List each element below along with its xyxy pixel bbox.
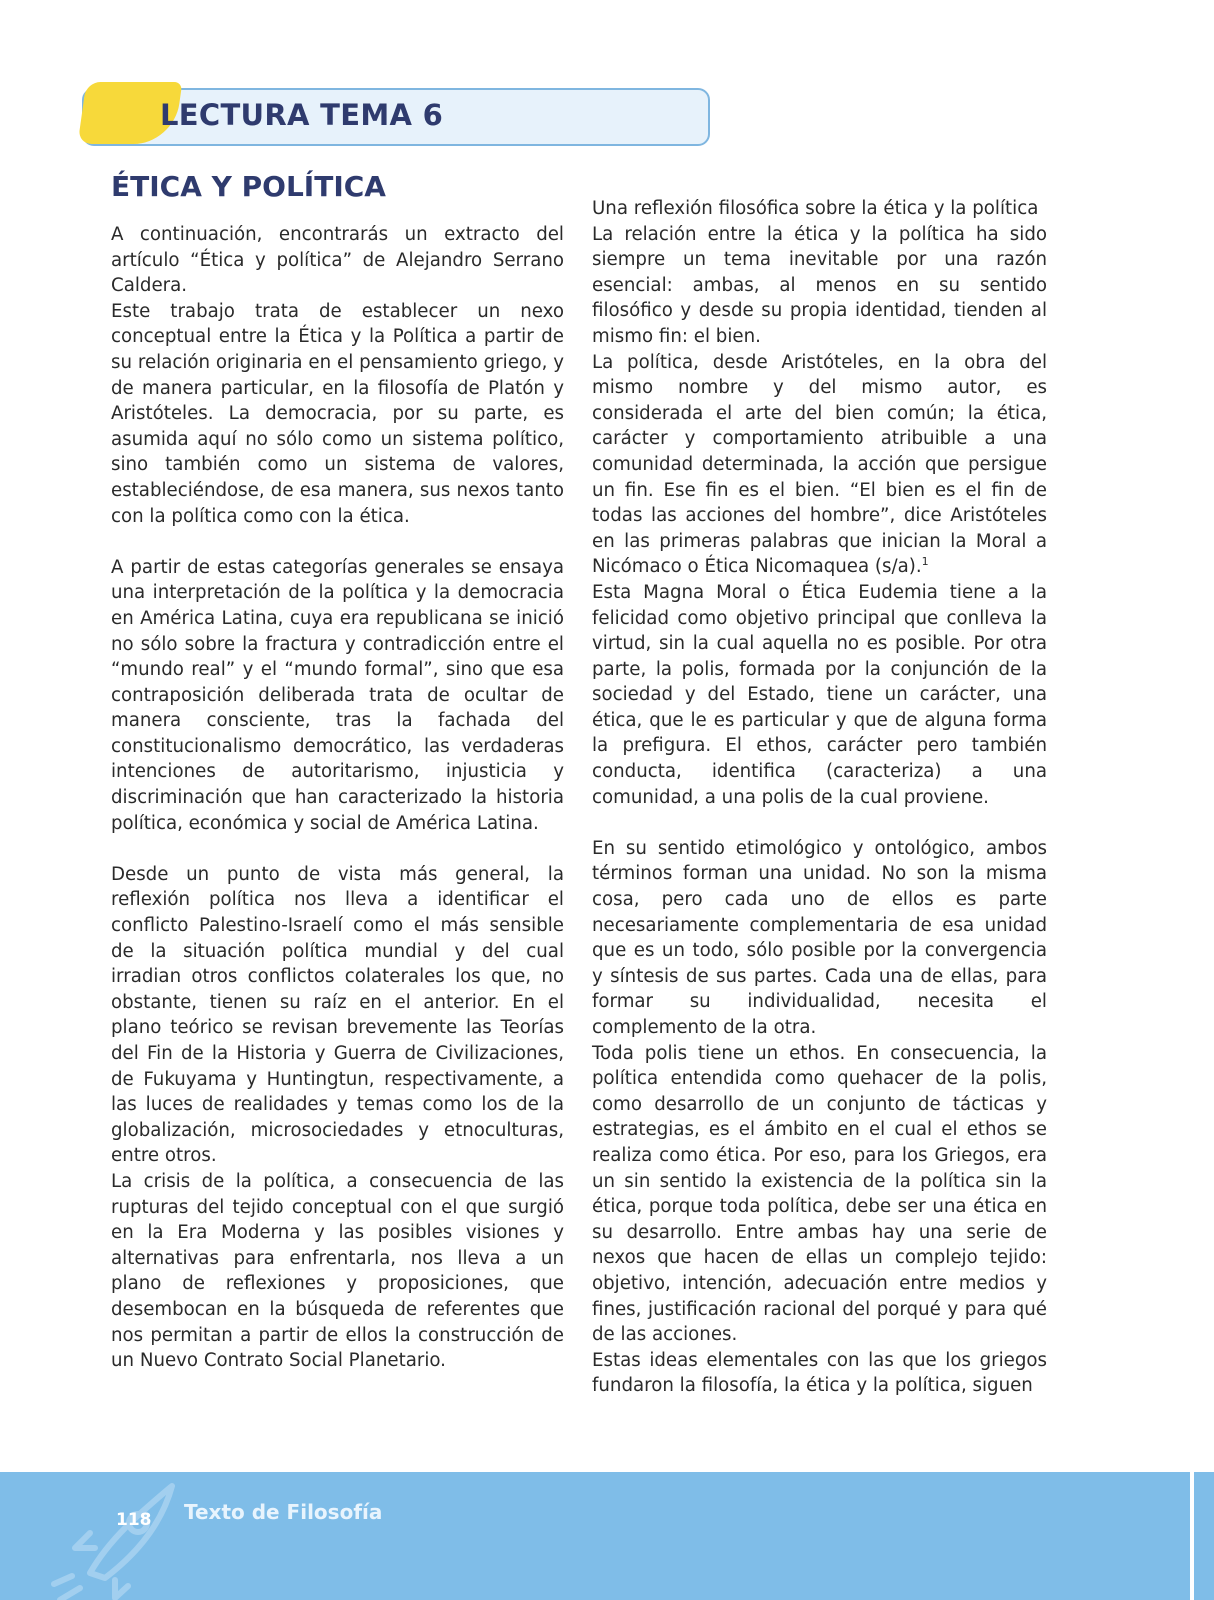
book-title: Texto de Filosofía [184, 1500, 383, 1524]
paragraph-text: La política, desde Aristóteles, en la obra del mismo nombre y del mismo autor, es considerada el arte del bien común; la ética, carácter y comportamiento atribuible a una comunidad determinada, la acción que persigue un fin. Ese fin es el bien. “El bien es el fin de todas las acciones del hombre”, dice Aristóteles en las primeras palabras que inician la Moral a Nicómaco o Ética Nicomaquea (s/a). [592, 351, 1047, 578]
left-column [111, 222, 564, 1374]
paragraph: Desde un punto de vista más general, la reflexión política nos lleva a identificar el conflicto Palestino-Israelí como el más sensible de la situación política mundial y del cual irradian otros conflictos colaterales los que, no obstante, tienen su raíz en el anterior. En el plano teórico se revisan brevemente las Teorías del Fin de la Historia y Guerra de Civilizaciones, de Fukuyama y Huntingtun, respectivamente, a las luces de realidades y temas como los de la globalización, microsociedades y etnoculturas, entre otros. [111, 863, 564, 1167]
paragraph: Este trabajo trata de establecer un nexo conceptual entre la Ética y la Política a partir de su relación originaria en el pensamiento griego, y de manera particular, en la filosofía de Platón y Aristóteles. La democracia, por su parte, es asumida aquí no sólo como un sistema político, sino también como un sistema de valores, estableciéndose, de esa manera, sus nexos tanto con la política como con la ética. [111, 300, 564, 527]
paragraph: La crisis de la política, a consecuencia de las rupturas del tejido conceptual con el que surgió en la Era Moderna y las posibles visiones y alternativas para enfrentarla, nos lleva a un plano de reflexiones y proposiciones, que desembocan en la búsqueda de referentes que nos permitan a partir de ellos la construcción de un Nuevo Contrato Social Planetario. [111, 1170, 564, 1372]
paragraph [592, 350, 1047, 580]
paragraph: A partir de estas categorías generales se ensaya una interpretación de la política y la democracia en América Latina, cuya era republicana se inició no sólo sobre la fractura y contradicción entre el “mundo real” y el “mundo formal”, sino que esa contraposición deliberada trata de ocultar de manera consciente, tras la fachada del constitucionalismo democrático, las verdaderas intenciones de autoritarismo, injusticia y discriminación que han caracterizado la historia política, económica y social de América Latina. [111, 556, 564, 834]
subheading: Una reflexión filosófica sobre la ética y la política [592, 198, 1039, 219]
page-number: 118 [116, 1510, 152, 1530]
paragraph-intro: A continuación, encontrarás un extracto del artículo “Ética y política” de Alejandro Serrano Caldera. [111, 224, 564, 297]
paragraph: Esta Magna Moral o Ética Eudemia tiene a la felicidad como objetivo principal que conlleva la virtud, sin la cual aquella no es posible. Por otra parte, la polis, formada por la conjunción de la sociedad y del Estado, tiene un carácter, una ética, que le es particular y que de alguna forma la prefigura. El ethos, carácter pero también conducta, identifica (caracteriza) a una comunidad, a una polis de la cual proviene. [592, 581, 1047, 808]
footer-edge [1194, 1472, 1214, 1600]
footnote-marker: 1 [921, 555, 929, 569]
paragraph: Estas ideas elementales con las que los griegos fundaron la filosofía, la ética y la política, siguen [592, 1349, 1047, 1397]
paragraph: Toda polis tiene un ethos. En consecuencia, la política entendida como quehacer de la polis, como desarrollo de un conjunto de tácticas y estrategias, es el ámbito en el cual el ethos se realiza como ética. Por eso, para los Griegos, era un sin sentido la existencia de la política sin la ética, porque toda política, debe ser una ética en su desarrollo. Entre ambas hay una serie de nexos que hacen de ellas un complejo tejido: objetivo, intención, adecuación entre medios y fines, justificación racional del porqué y para qué de las acciones. [592, 1042, 1047, 1346]
paragraph: La relación entre la ética y la política ha sido siempre un tema inevitable por una razón esencial: ambas, al menos en su sentido filosófico y desde su propia identidad, tienden al mismo fin: el bien. [592, 223, 1047, 347]
rocket-icon [50, 1478, 180, 1600]
page-title: LECTURA TEMA 6 [160, 98, 444, 132]
paragraph: En su sentido etimológico y ontológico, ambos términos forman una unidad. No son la misma cosa, pero cada uno de ellos es parte necesariamente complementaria de esa unidad que es un todo, sólo posible por la convergencia y síntesis de sus partes. Cada una de ellas, para formar su individualidad, necesita el complemento de la otra. [592, 837, 1047, 1038]
right-column [592, 196, 1047, 1399]
section-title: ÉTICA Y POLÍTICA [111, 170, 386, 203]
